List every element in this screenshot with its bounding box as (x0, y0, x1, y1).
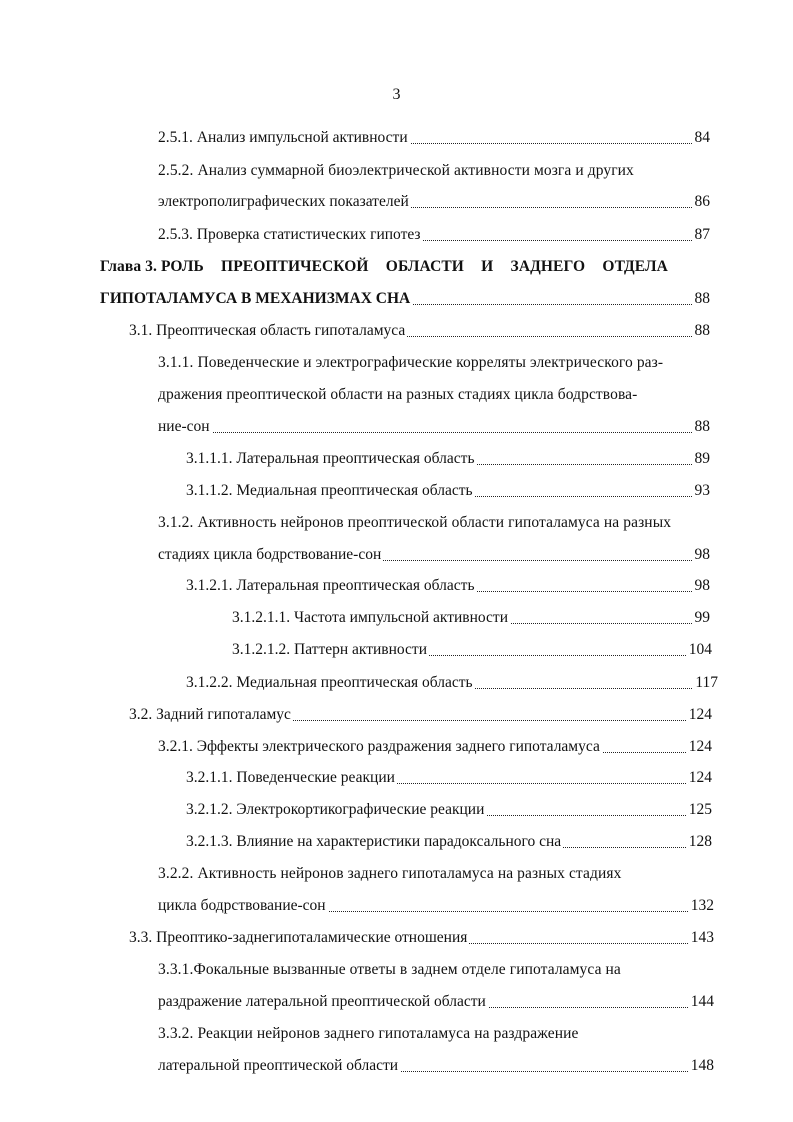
heading-word: И (481, 258, 494, 275)
toc-entry-page: 124 (688, 738, 712, 755)
toc-entry-3-1[interactable] (129, 321, 710, 341)
toc-entry-label: электрополиграфических показателей (158, 193, 409, 210)
toc-entry-2-5-2-line: 2.5.2. Анализ суммарной биоэлектрической активности мозга и других (158, 162, 634, 179)
dot-leader (158, 432, 710, 433)
toc-entry-3-2[interactable] (129, 705, 712, 725)
toc-entry-page: 144 (690, 993, 714, 1010)
toc-entry-label: 2.5.1. Анализ импульсной активности (158, 129, 408, 146)
toc-entry-3-1-1-line: 3.1.1. Поведенческие и электрографические корреляты электрического раз- (158, 354, 664, 371)
toc-entry-label: 3.1.1.1. Латеральная преоптическая область (186, 450, 475, 467)
toc-entry-label: 3.1.2.1.2. Паттерн активности (232, 641, 427, 658)
toc-entry-label: раздражение латеральной преоптической области (158, 993, 486, 1010)
toc-entry-label: 2.5.3. Проверка статистических гипотез (158, 226, 421, 243)
toc-entry-3-2-1-1[interactable] (186, 768, 712, 788)
toc-entry-3-3[interactable] (129, 928, 714, 948)
toc-entry-chapter-3[interactable] (100, 289, 710, 309)
toc-entry-3-1-2-line: 3.1.2. Активность нейронов преоптической области гипоталамуса на разных (158, 514, 672, 531)
toc-entry-label: 3.2.1.2. Электрокортикографические реакции (186, 801, 485, 818)
toc-entry-page: 89 (694, 450, 710, 467)
toc-entry-label: 3.1.2.1.1. Частота импульсной активности (232, 609, 509, 626)
toc-entry-3-2-2[interactable] (158, 896, 714, 916)
toc-entry-3-1-2-2[interactable] (186, 673, 718, 693)
toc-entry-label: 3.2.1.1. Поведенческие реакции (186, 769, 395, 786)
toc-entry-3-3-1-line: 3.3.1.Фокальные вызванные ответы в заднем отделе гипоталамуса на (158, 961, 621, 978)
toc-entry-label: 3.2. Задний гипоталамус (129, 706, 291, 723)
toc-entry-3-1-2[interactable] (158, 545, 710, 565)
toc-entry-3-2-1[interactable] (158, 737, 712, 757)
toc-entry-label: 3.2.1.3. Влияние на характеристики парадоксального сна (186, 833, 562, 850)
toc-entry-page: 98 (694, 546, 710, 563)
toc-entry-3-2-1-3[interactable] (186, 832, 712, 852)
toc-entry-3-3-1[interactable] (158, 992, 714, 1012)
toc-entry-3-3-2-line: 3.3.2. Реакции нейронов заднего гипоталамуса на раздражение (158, 1025, 579, 1042)
heading-word: ПРЕОПТИЧЕСКОЙ (221, 258, 369, 275)
toc-entry-3-1-2-1[interactable] (186, 576, 710, 596)
toc-entry-page: 132 (690, 897, 714, 914)
toc-entry-label: 3.1.1.2. Медиальная преоптическая область (186, 482, 473, 499)
toc-entry-3-1-1-2[interactable] (186, 481, 710, 501)
toc-entry-3-2-2-line: 3.2.2. Активность нейронов заднего гипоталамуса на разных стадиях (158, 865, 622, 882)
toc-entry-page: 87 (694, 226, 710, 243)
toc-entry-label: 3.1.2.2. Медиальная преоптическая область (186, 674, 473, 691)
heading-word: ОТДЕЛА (602, 258, 668, 275)
toc-entry-page: 88 (694, 290, 710, 307)
page-number: 3 (392, 86, 401, 103)
heading-word: ЗАДНЕГО (510, 258, 586, 275)
heading-word: ОБЛАСТИ (385, 258, 464, 275)
heading-word: Глава 3. РОЛЬ (100, 258, 204, 275)
toc-entry-page: 86 (694, 193, 710, 210)
toc-entry-3-1-1-line: дражения преоптической области на разных стадиях цикла бодрствова- (158, 386, 638, 403)
toc-entry-label: стадиях цикла бодрствование-сон (158, 546, 382, 563)
toc-entry-page: 84 (694, 129, 710, 146)
toc-entry-page: 117 (695, 674, 718, 691)
toc-entry-page: 99 (694, 609, 710, 626)
toc-entry-label: 3.1.2.1. Латеральная преоптическая область (186, 577, 475, 594)
toc-entry-label: ГИПОТАЛАМУСА В МЕХАНИЗМАХ СНА (100, 290, 411, 307)
toc-entry-page: 104 (688, 641, 712, 658)
toc-entry-3-2-1-2[interactable] (186, 800, 712, 820)
toc-entry-page: 124 (688, 769, 712, 786)
toc-entry-3-1-1[interactable] (158, 417, 710, 437)
toc-entry-label: ние-сон (158, 418, 210, 435)
toc-entry-label: цикла бодрствование-сон (158, 897, 326, 914)
toc-entry-page: 93 (694, 482, 710, 499)
chapter-3-heading-line (100, 257, 668, 277)
toc-entry-page: 143 (690, 929, 714, 946)
toc-entry-2-5-1[interactable] (158, 128, 710, 148)
toc-entry-3-3-2[interactable] (158, 1056, 714, 1076)
toc-entry-label: 3.3. Преоптико-заднегипоталамические отношения (129, 929, 468, 946)
toc-entry-page: 128 (688, 833, 712, 850)
toc-entry-page: 88 (694, 418, 710, 435)
toc-entry-page: 88 (694, 322, 710, 339)
toc-entry-label: 3.1. Преоптическая область гипоталамуса (129, 322, 406, 339)
toc-entry-label: латеральной преоптической области (158, 1057, 399, 1074)
toc-entry-page: 98 (694, 577, 710, 594)
toc-entry-label: 3.2.1. Эффекты электрического раздражения заднего гипоталамуса (158, 738, 600, 755)
toc-entry-3-1-2-1-1[interactable] (232, 608, 710, 628)
toc-entry-page: 125 (688, 801, 712, 818)
toc-entry-page: 148 (690, 1057, 714, 1074)
toc-entry-3-1-2-1-2[interactable] (232, 640, 712, 660)
toc-entry-3-1-1-1[interactable] (186, 449, 710, 469)
toc-entry-2-5-2[interactable] (158, 192, 710, 212)
toc-entry-page: 124 (688, 706, 712, 723)
toc-entry-2-5-3[interactable] (158, 225, 710, 245)
